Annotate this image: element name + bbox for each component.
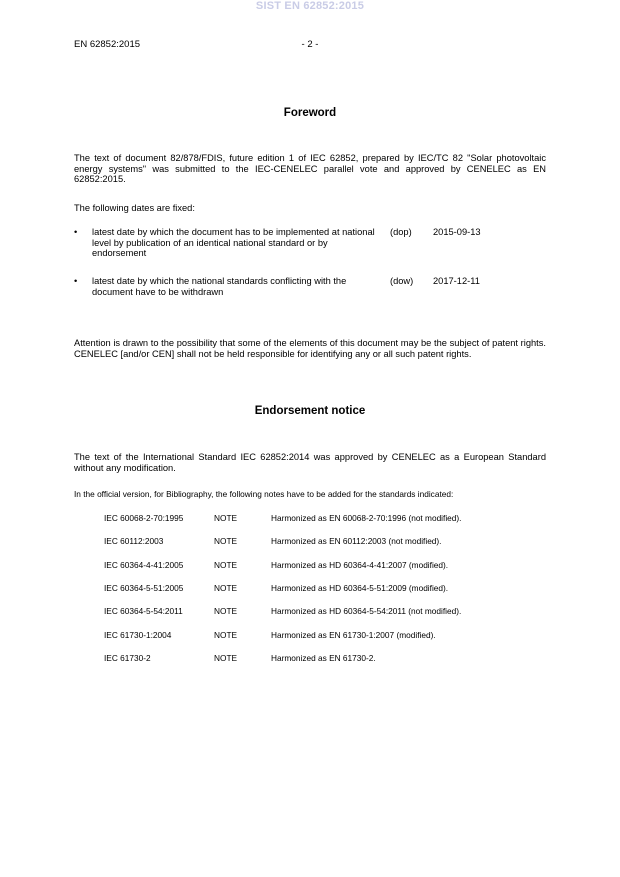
foreword-title: Foreword: [283, 107, 337, 119]
note-text: Harmonized as EN 60068-2-70:1996 (not modified).: [271, 513, 462, 523]
note-label: NOTE: [214, 653, 238, 663]
bullet: •: [74, 276, 78, 286]
note-standard: IEC 60364-4-41:2005: [104, 560, 184, 570]
date-item-date: 2017-12-11: [433, 276, 480, 286]
note-standard: IEC 60068-2-70:1995: [104, 513, 184, 523]
endorsement-text: The text of the International Standard IEC 62852:2014 was approved by CENELEC as a European Standard without any modification.: [74, 452, 546, 473]
note-label: NOTE: [214, 606, 238, 616]
note-label: NOTE: [214, 536, 238, 546]
note-label: NOTE: [214, 560, 238, 570]
note-text: Harmonized as HD 60364-4-41:2007 (modified).: [271, 560, 449, 570]
date-item-text: latest date by which the document has to be implemented at national level by publication of an identical national standard or by endorsement: [92, 227, 375, 259]
note-standard: IEC 60364-5-54:2011: [104, 606, 183, 616]
date-item-code: (dow): [390, 276, 414, 286]
header-doc-id: EN 62852:2015: [74, 39, 141, 50]
date-item-text: latest date by which the national standards conflicting with the document have to be withdrawn: [92, 276, 347, 297]
note-text: Harmonized as HD 60364-5-51:2009 (modified).: [271, 583, 449, 593]
table-row: [104, 513, 544, 525]
table-row: [104, 630, 544, 642]
note-standard: IEC 61730-2: [104, 653, 151, 663]
note-text: Harmonized as EN 61730-2.: [271, 653, 376, 663]
note-standard: IEC 61730-1:2004: [104, 630, 172, 640]
attention-paragraph: Attention is drawn to the possibility that some of the elements of this document may be the subject of patent rights. CENELEC [and/or CEN] shall not be held responsible for identifying any or all such patent rights.: [74, 338, 546, 359]
note-standard: IEC 60112:2003: [104, 536, 164, 546]
note-standard: IEC 60364-5-51:2005: [104, 583, 184, 593]
date-item-code: (dop): [390, 227, 412, 237]
note-text: Harmonized as EN 60112:2003 (not modified).: [271, 536, 442, 546]
dates-intro: The following dates are fixed:: [74, 203, 195, 213]
date-item-date: 2015-09-13: [433, 227, 481, 237]
page-number: - 2 -: [301, 39, 319, 50]
watermark: SIST EN 62852:2015: [255, 0, 365, 12]
note-label: NOTE: [214, 513, 238, 523]
bibliography-intro: In the official version, for Bibliography, the following notes have to be added for the standards indicated:: [74, 489, 454, 499]
table-row: [104, 536, 544, 548]
note-label: NOTE: [214, 583, 238, 593]
table-row: [104, 560, 544, 572]
table-row: [104, 606, 544, 618]
bullet: •: [74, 227, 78, 237]
table-row: [104, 583, 544, 595]
note-text: Harmonized as HD 60364-5-54:2011 (not modified).: [271, 606, 462, 616]
note-text: Harmonized as EN 61730-1:2007 (modified).: [271, 630, 436, 640]
endorsement-title: Endorsement notice: [254, 405, 366, 417]
note-label: NOTE: [214, 630, 238, 640]
foreword-intro: The text of document 82/878/FDIS, future edition 1 of IEC 62852, prepared by IEC/TC 82 "Solar photovoltaic energy systems" was submitted to the IEC-CENELEC parallel vote and approved by CENELEC as EN 62852:2015.: [74, 153, 546, 185]
table-row: [104, 653, 544, 665]
